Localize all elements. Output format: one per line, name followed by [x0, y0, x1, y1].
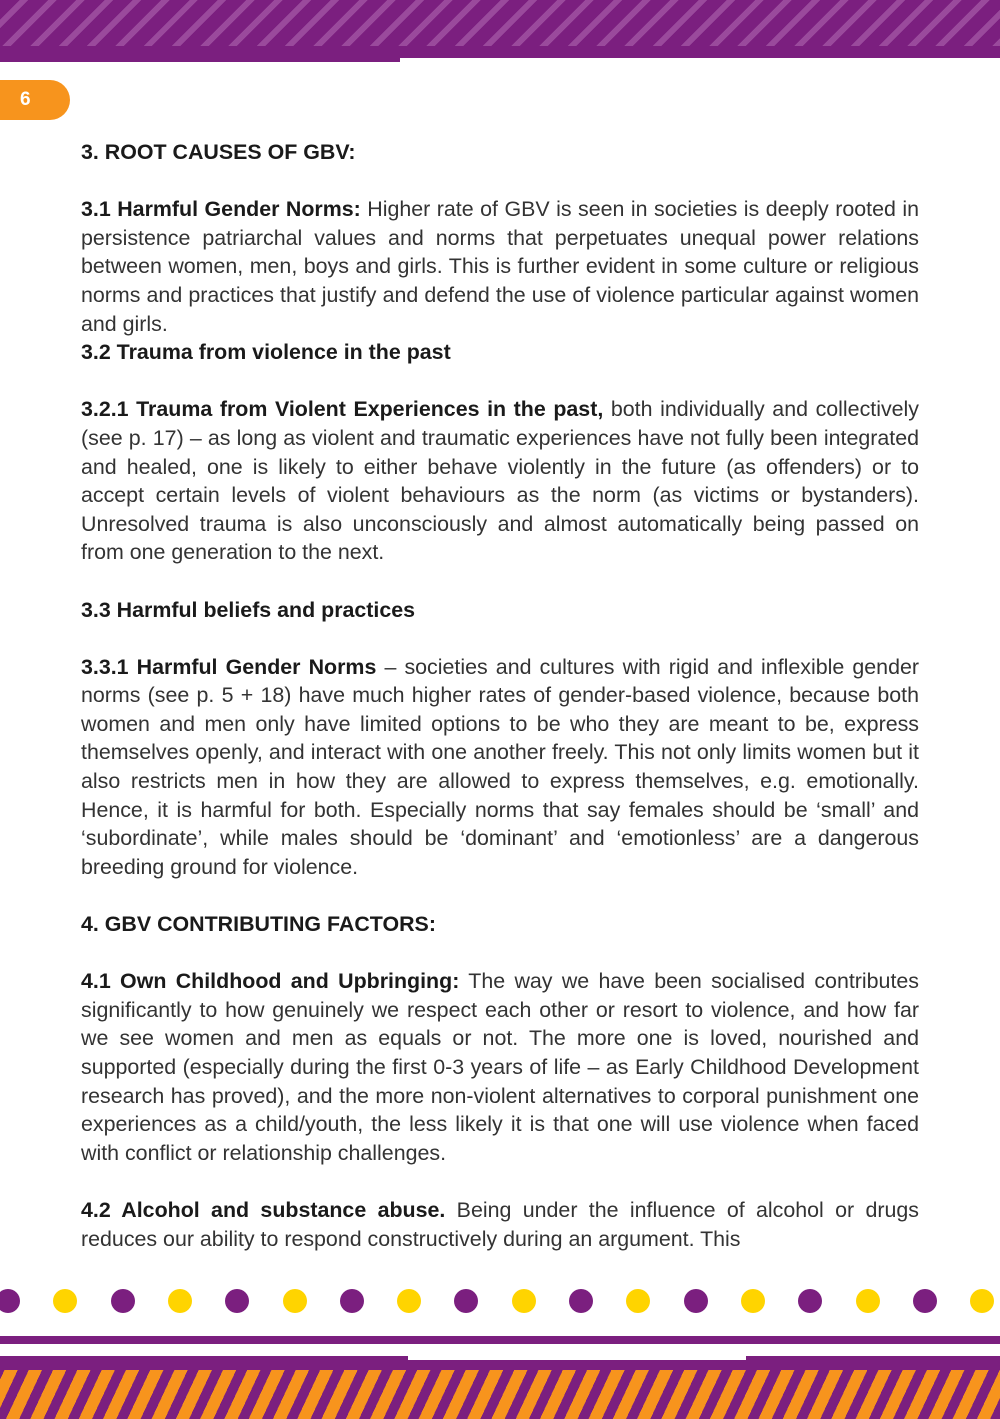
lead-3-3-1: 3.3.1 Harmful Gender Norms	[81, 654, 377, 679]
decorative-dot	[512, 1289, 536, 1313]
paragraph-4-1	[81, 967, 919, 1167]
lead-4-2: 4.2 Alcohol and substance abuse.	[81, 1197, 446, 1222]
page-content	[81, 138, 919, 1253]
decorative-dot	[454, 1289, 478, 1313]
decorative-dot	[111, 1289, 135, 1313]
decorative-dot	[397, 1289, 421, 1313]
decorative-dot	[283, 1289, 307, 1313]
decorative-dot	[626, 1289, 650, 1313]
body-4-2: Being under the influence of alcohol or drugs reduces our ability to respond constructively during an argument. This	[81, 1197, 919, 1251]
lead-3-1: 3.1 Harmful Gender Norms:	[81, 197, 361, 222]
section-heading-3-2: 3.2 Trauma from violence in the past	[81, 340, 451, 365]
paragraph-3-3-1	[81, 653, 919, 882]
body-3-3-1: – societies and cultures with rigid and inflexible gender norms (see p. 5 + 18) have much higher rates of gender-based violence, because both women and men only have limited options to be who they are meant to be, express themselves openly, and interact with one another freely. This not only limits women but it also restricts men in how they are allowed to express themselves, e.g. emotionally. Hence, it is harmful for both. Especially norms that say females should be ‘small’ and ‘subordinate’, while males should be ‘dominant’ and ‘emotionless’ are a dangerous breeding ground for violence.	[81, 654, 919, 879]
decorative-dot	[225, 1289, 249, 1313]
body-3-2-1: both individually and collectively (see p. 17) – as long as violent and traumatic experiences have not fully been integrated and healed, one is likely to either behave violently in the future (as offenders) or to accept certain levels of violent behaviours as the norm (as victims or bystanders). Unresolved trauma is also unconsciously and almost automatically being passed on from one generation to the next.	[81, 397, 919, 565]
decorative-dot	[684, 1289, 708, 1313]
bottom-band-notch	[408, 1356, 746, 1360]
decorative-dot	[741, 1289, 765, 1313]
decorative-dot	[0, 1289, 20, 1313]
decorative-dot	[798, 1289, 822, 1313]
top-band-notch	[400, 58, 1000, 62]
body-3-1: Higher rate of GBV is seen in societies is deeply rooted in persistence patriarchal values and norms that perpetuates unequal power relations between women, men, boys and girls. This is further evident in some culture or religious norms and practices that justify and defend the use of violence particular against women and girls.	[81, 197, 920, 336]
decorative-dot	[168, 1289, 192, 1313]
paragraph-4-2	[81, 1196, 919, 1253]
decorative-dot-row	[0, 1289, 1000, 1313]
section-heading-3-3: 3.3 Harmful beliefs and practices	[81, 597, 416, 622]
decorative-dot	[913, 1289, 937, 1313]
decorative-dot	[856, 1289, 880, 1313]
decorative-dot	[340, 1289, 364, 1313]
paragraph-3-2-1	[81, 395, 919, 567]
decorative-dot	[53, 1289, 77, 1313]
paragraph-3-1	[81, 195, 919, 338]
decorative-dot	[569, 1289, 593, 1313]
section-heading-4: 4. GBV CONTRIBUTING FACTORS:	[81, 912, 436, 937]
page-number: 6	[20, 89, 31, 110]
purple-divider-line	[0, 1336, 1000, 1344]
body-4-1: The way we have been socialised contributes significantly to how genuinely we respect each other or resort to violence, and how far we see women and men as equals or not. The more one is loved, nourished and supported (especially during the first 0-3 years of life – as Early Childhood Development research has proved), and the more non-violent alternatives to corporal punishment one experiences as a child/youth, the less likely it is that one will use violence when faced with conflict or relationship challenges.	[81, 969, 919, 1165]
lead-4-1: 4.1 Own Childhood and Upbringing:	[81, 969, 460, 994]
page-number-tab	[0, 80, 70, 120]
section-heading-3: 3. ROOT CAUSES OF GBV:	[81, 140, 356, 164]
lead-3-2-1: 3.2.1 Trauma from Violent Experiences in the past,	[81, 397, 604, 422]
decorative-dot	[970, 1289, 994, 1313]
